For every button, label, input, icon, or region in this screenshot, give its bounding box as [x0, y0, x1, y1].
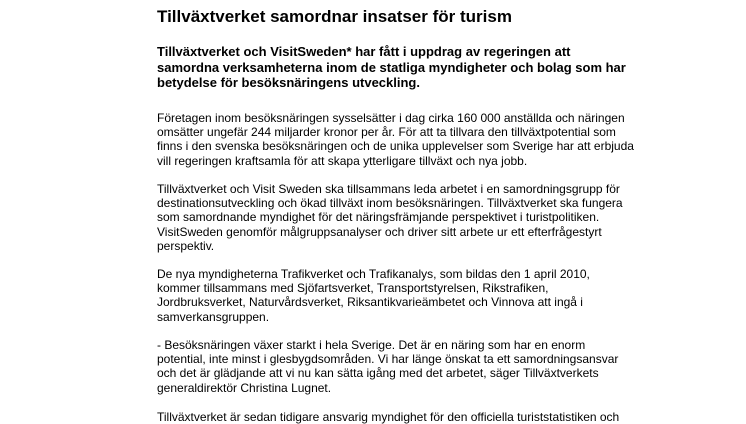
paragraph-agencies [157, 267, 647, 324]
text-line: och det är glädjande att vi nu kan sätta igång med det arbetet, säger Tillväxtverkets [157, 366, 599, 381]
lead-line: betydelse för besöksnäringens utveckling. [157, 75, 420, 90]
text-line: VisitSweden genomför målgruppsanalyser och driver sitt arbete ur ett efterfrågestyrt [157, 224, 602, 239]
paragraph-statistics [157, 410, 647, 424]
paragraph-coordination [157, 182, 647, 253]
text-line: Företagen inom besöksnäringen sysselsätter i dag cirka 160 000 anställda och näringen [157, 111, 625, 125]
text-line: De nya myndigheterna Trafikverket och Trafikanalys, som bildas den 1 april 2010, [157, 267, 590, 281]
text-line: - Besöksnäringen växer starkt i hela Sverige. Det är en näring som har en enorm [157, 338, 586, 352]
lead-paragraph [157, 44, 647, 91]
text-line: Tillväxtverket är sedan tidigare ansvarig myndighet för den officiella turiststatistiken och [157, 410, 620, 424]
text-line: samverkansgruppen. [157, 309, 270, 324]
text-line: Tillväxtverket och Visit Sweden ska tillsammans leda arbetet i en samordningsgrupp för [157, 182, 620, 196]
text-line: perspektiv. [157, 238, 215, 253]
text-line: destinationsutveckling och ökad tillväxt inom besöksnäringen. Tillväxtverket ska fungera [157, 196, 623, 211]
text-line: vill regeringen kraftsamla för att skapa ytterligare tillväxt och nya jobb. [157, 153, 528, 168]
text-line: som samordnande myndighet för det näringsfrämjande perspektivet i turistpolitiken. [157, 210, 600, 225]
text-line: Jordbruksverket, Naturvårdsverket, Riksantikvarieämbetet och Vinnova att ingå i [157, 295, 583, 310]
text-line: generaldirektör Christina Lugnet. [157, 380, 332, 395]
paragraph-employment [157, 111, 647, 168]
text-line: finns i den svenska besöksnäringen och de unika upplevelser som Sverige har att erbjuda [157, 139, 634, 154]
text-line: omsätter ungefär 244 miljarder kronor per år. För att ta tillvara den tillväxtpotential som [157, 125, 616, 140]
text-line: potential, inte minst i glesbygdsområden. Vi har länge önskat ta ett samordningsansvar [157, 352, 619, 367]
paragraph-quote [157, 338, 647, 395]
document-title: Tillväxtverket samordnar insatser för turism [157, 7, 512, 26]
lead-line: samordna verksamheterna inom de statliga myndigheter och bolag som har [157, 59, 626, 75]
text-line: kommer tillsammans med Sjöfartsverket, Transportstyrelsen, Rikstrafiken, [157, 281, 549, 296]
lead-line: Tillväxtverket och VisitSweden* har fått i uppdrag av regeringen att [157, 44, 571, 59]
